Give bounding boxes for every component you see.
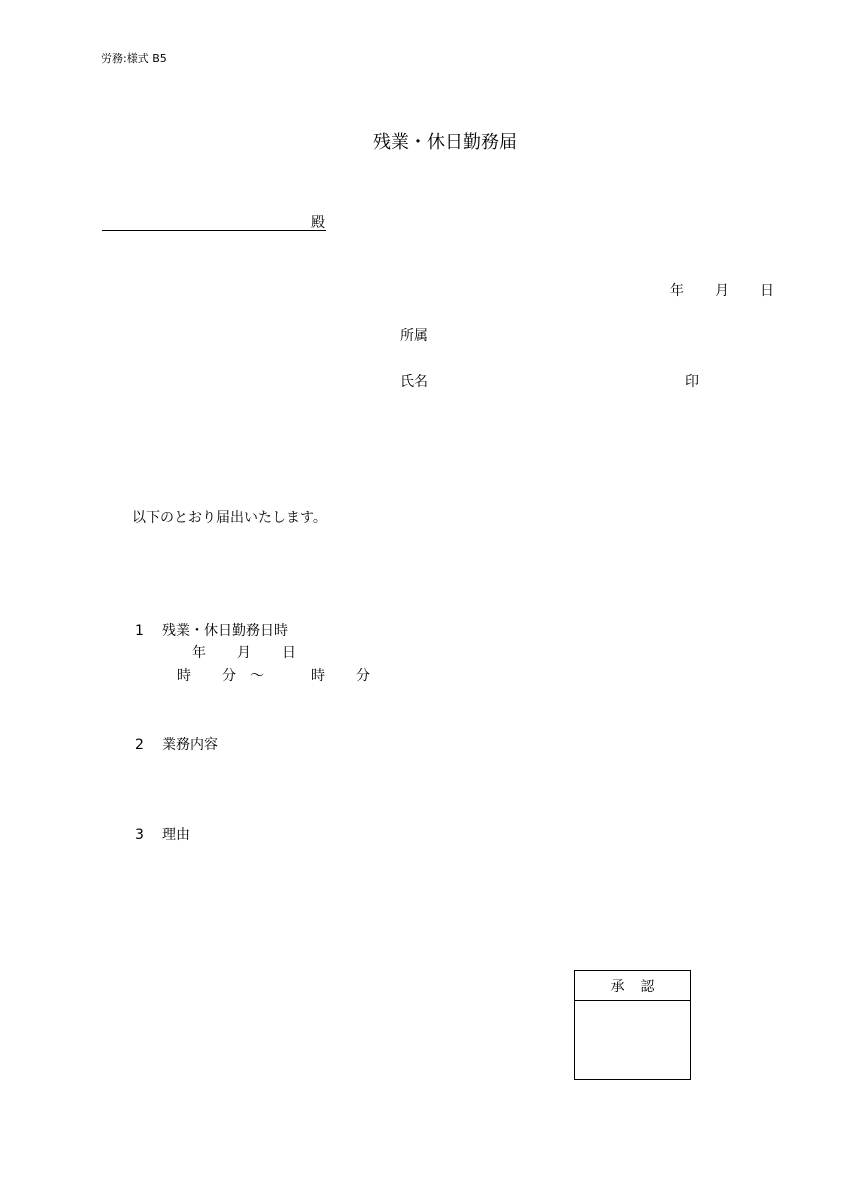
- date-year-label: 年: [670, 283, 684, 299]
- date-month-label: 月: [715, 283, 729, 299]
- form-code: 労務:様式 B5: [101, 52, 167, 65]
- section-1-start-minute-label: 分: [222, 668, 236, 684]
- section-1-month-label: 月: [237, 645, 251, 661]
- intro-text: 以下のとおり届出いたします。: [132, 510, 327, 526]
- approval-box: [574, 970, 691, 1080]
- section-3-label: 理由: [162, 827, 190, 843]
- section-1-range-separator: ～: [250, 668, 264, 684]
- section-3-number: 3: [135, 827, 144, 843]
- section-1-start-hour-label: 時: [177, 668, 191, 684]
- section-1-end-hour-label: 時: [311, 668, 325, 684]
- section-1-label: 残業・休日勤務日時: [162, 623, 288, 639]
- addressee-honorific: 殿: [311, 215, 325, 231]
- section-1-year-label: 年: [192, 645, 206, 661]
- name-label: 氏名: [400, 374, 428, 390]
- section-1-number: 1: [135, 623, 144, 639]
- section-1-day-label: 日: [282, 645, 296, 661]
- affiliation-label: 所属: [400, 328, 428, 344]
- document-title: 残業・休日勤務届: [373, 132, 517, 153]
- section-1-end-minute-label: 分: [356, 668, 370, 684]
- seal-label: 印: [685, 374, 699, 390]
- date-day-label: 日: [760, 283, 774, 299]
- approval-char-1: 承: [610, 978, 625, 995]
- section-2-number: 2: [135, 737, 144, 753]
- approval-char-2: 認: [640, 978, 655, 995]
- addressee-line[interactable]: [102, 230, 326, 231]
- approval-header: [575, 971, 690, 1001]
- approval-stamp-area[interactable]: [575, 1001, 690, 1079]
- section-2-label: 業務内容: [162, 737, 218, 753]
